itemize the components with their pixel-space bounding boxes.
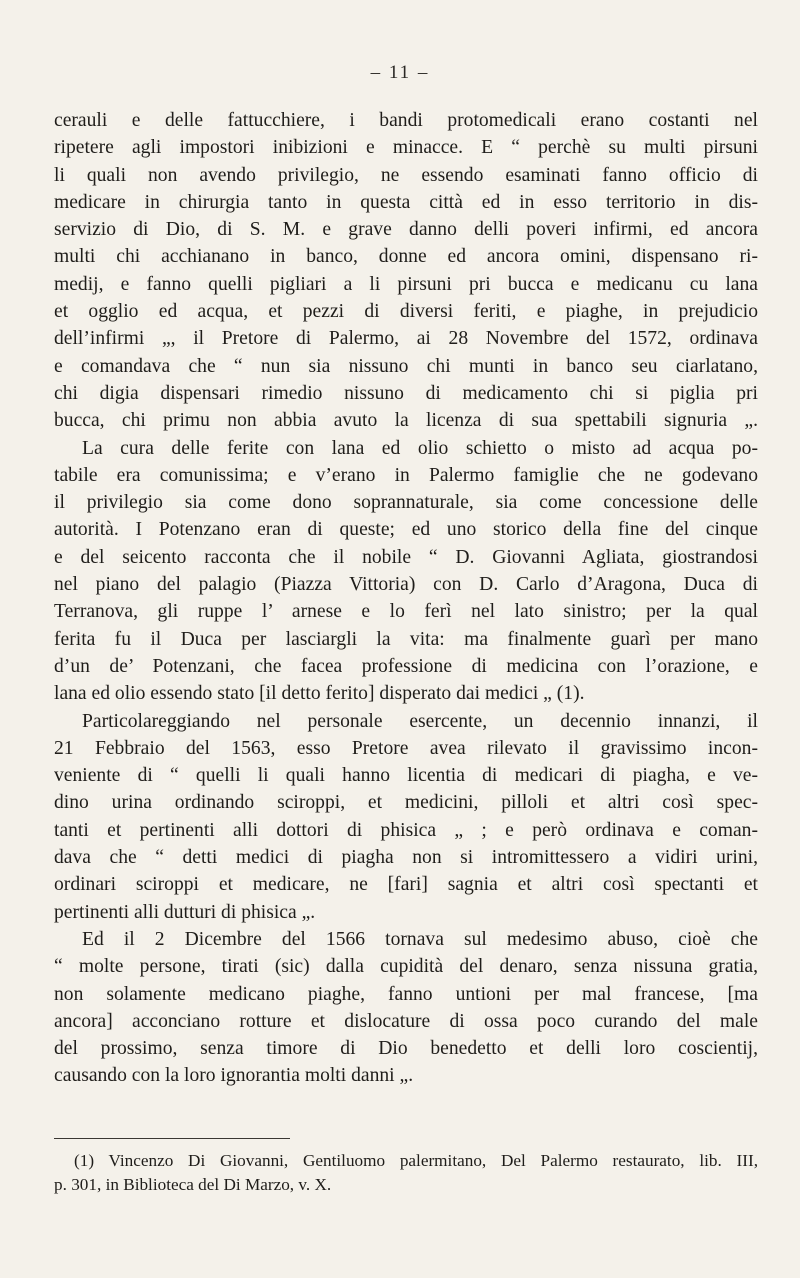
text-line: 21 Febbraio del 1563, esso Pretore avea rilevato il gravissimo incon- <box>54 737 758 759</box>
text-line: nel piano del palagio (Piazza Vittoria) con D. Carlo d’Aragona, Duca di <box>54 574 758 596</box>
text-line: autorità. I Potenzano eran di queste; ed uno storico della fine del cinque <box>54 519 758 541</box>
text-line: servizio di Dio, di S. M. e grave danno delli poveri infirmi, ed ancora <box>54 219 758 241</box>
text-line: veniente di “ quelli li quali hanno licentia di medicari di piagha, e ve- <box>54 765 758 787</box>
text-line: lana ed olio essendo stato [il detto ferito] disperato dai medici „ (1). <box>54 683 585 705</box>
text-line: e del seicento racconta che il nobile “ D. Giovanni Agliata, giostrandosi <box>54 546 758 568</box>
text-line: non solamente medicano piaghe, fanno untioni per mal francese, [ma <box>54 983 758 1005</box>
footnote-divider <box>54 1138 290 1139</box>
text-line: medicare in chirurgia tanto in questa città ed in esso territorio in dis- <box>54 191 758 213</box>
text-line: d’un de’ Potenzani, che facea professione di medicina con l’orazione, e <box>54 655 758 677</box>
text-line: cerauli e delle fattucchiere, i bandi protomedicali erano costanti nel <box>54 110 758 131</box>
text-line: il privilegio sia come dono soprannaturale, sia come concessione delle <box>54 492 758 514</box>
text-line: multi chi acchianano in banco, donne ed ancora omini, dispensano ri- <box>54 246 758 268</box>
text-line: medij, e fanno quelli pigliari a li pirsuni pri bucca e medicanu cu lana <box>54 273 758 295</box>
text-line: causando con la loro ignorantia molti danni „. <box>54 1065 414 1087</box>
text-line: Ed il 2 Dicembre del 1566 tornava sul medesimo abuso, cioè che <box>82 928 758 950</box>
text-line: dell’infirmi „, il Pretore di Palermo, ai 28 Novembre del 1572, ordinava <box>54 328 758 350</box>
footnote <box>54 1149 758 1197</box>
text-line: dino urina ordinando sciroppi, et medicini, pilloli et altri così spec- <box>54 792 758 814</box>
text-line: ancora] acconciano rotture et dislocature di ossa poco curando del male <box>54 1010 758 1032</box>
text-line: pertinenti alli dutturi di phisica „. <box>54 901 316 923</box>
text-line: ordinari sciroppi et medicare, ne [fari] sagnia et altri così spectanti et <box>54 874 758 896</box>
text-line: “ molte persone, tirati (sic) dalla cupidità del denaro, senza nissuna gratia, <box>54 956 758 978</box>
body-text <box>54 107 758 1090</box>
text-line: Terranova, gli ruppe l’ arnese e lo ferì nel lato sinistro; per la qual <box>54 601 758 623</box>
text-line: ripetere agli impostori inibizioni e minacce. E “ perchè su multi pirsuni <box>54 137 758 159</box>
text-line: e comandava che “ nun sia nissuno chi munti in banco seu ciarlatano, <box>54 355 758 377</box>
text-line: ferita fu il Duca per lasciargli la vita: ma finalmente guarì per mano <box>54 628 758 650</box>
text-line: del prossimo, senza timore di Dio benedetto et delli loro coscientij, <box>54 1038 758 1060</box>
text-line: et ogglio ed acqua, et pezzi di diversi feriti, e piaghe, in prejudicio <box>54 301 758 323</box>
footnote-line: (1) Vincenzo Di Giovanni, Gentiluomo palermitano, Del Palermo restaurato, lib. III, <box>74 1151 758 1170</box>
page-number: – 11 – <box>370 62 430 83</box>
text-line: La cura delle ferite con lana ed olio schietto o misto ad acqua po- <box>82 437 758 459</box>
text-line: Particolareggiando nel personale esercente, un decennio innanzi, il <box>82 710 758 732</box>
text-line: dava che “ detti medici di piagha non si intromittessero a vidiri urini, <box>54 847 758 869</box>
text-line: tanti et pertinenti alli dottori di phisica „ ; e però ordinava e coman- <box>54 819 758 841</box>
footnote-line: p. 301, in Biblioteca del Di Marzo, v. X. <box>54 1175 332 1194</box>
text-line: li quali non avendo privilegio, ne essendo esaminati fanno officio di <box>54 164 758 186</box>
text-line: tabile era comunissima; e v’erano in Palermo famiglie che ne godevano <box>54 464 758 486</box>
text-line: bucca, chi primu non abbia avuto la licenza di sua spettabili signuria „. <box>54 410 758 432</box>
text-line: chi digia dispensari rimedio nissuno di medicamento chi si piglia pri <box>54 382 758 404</box>
